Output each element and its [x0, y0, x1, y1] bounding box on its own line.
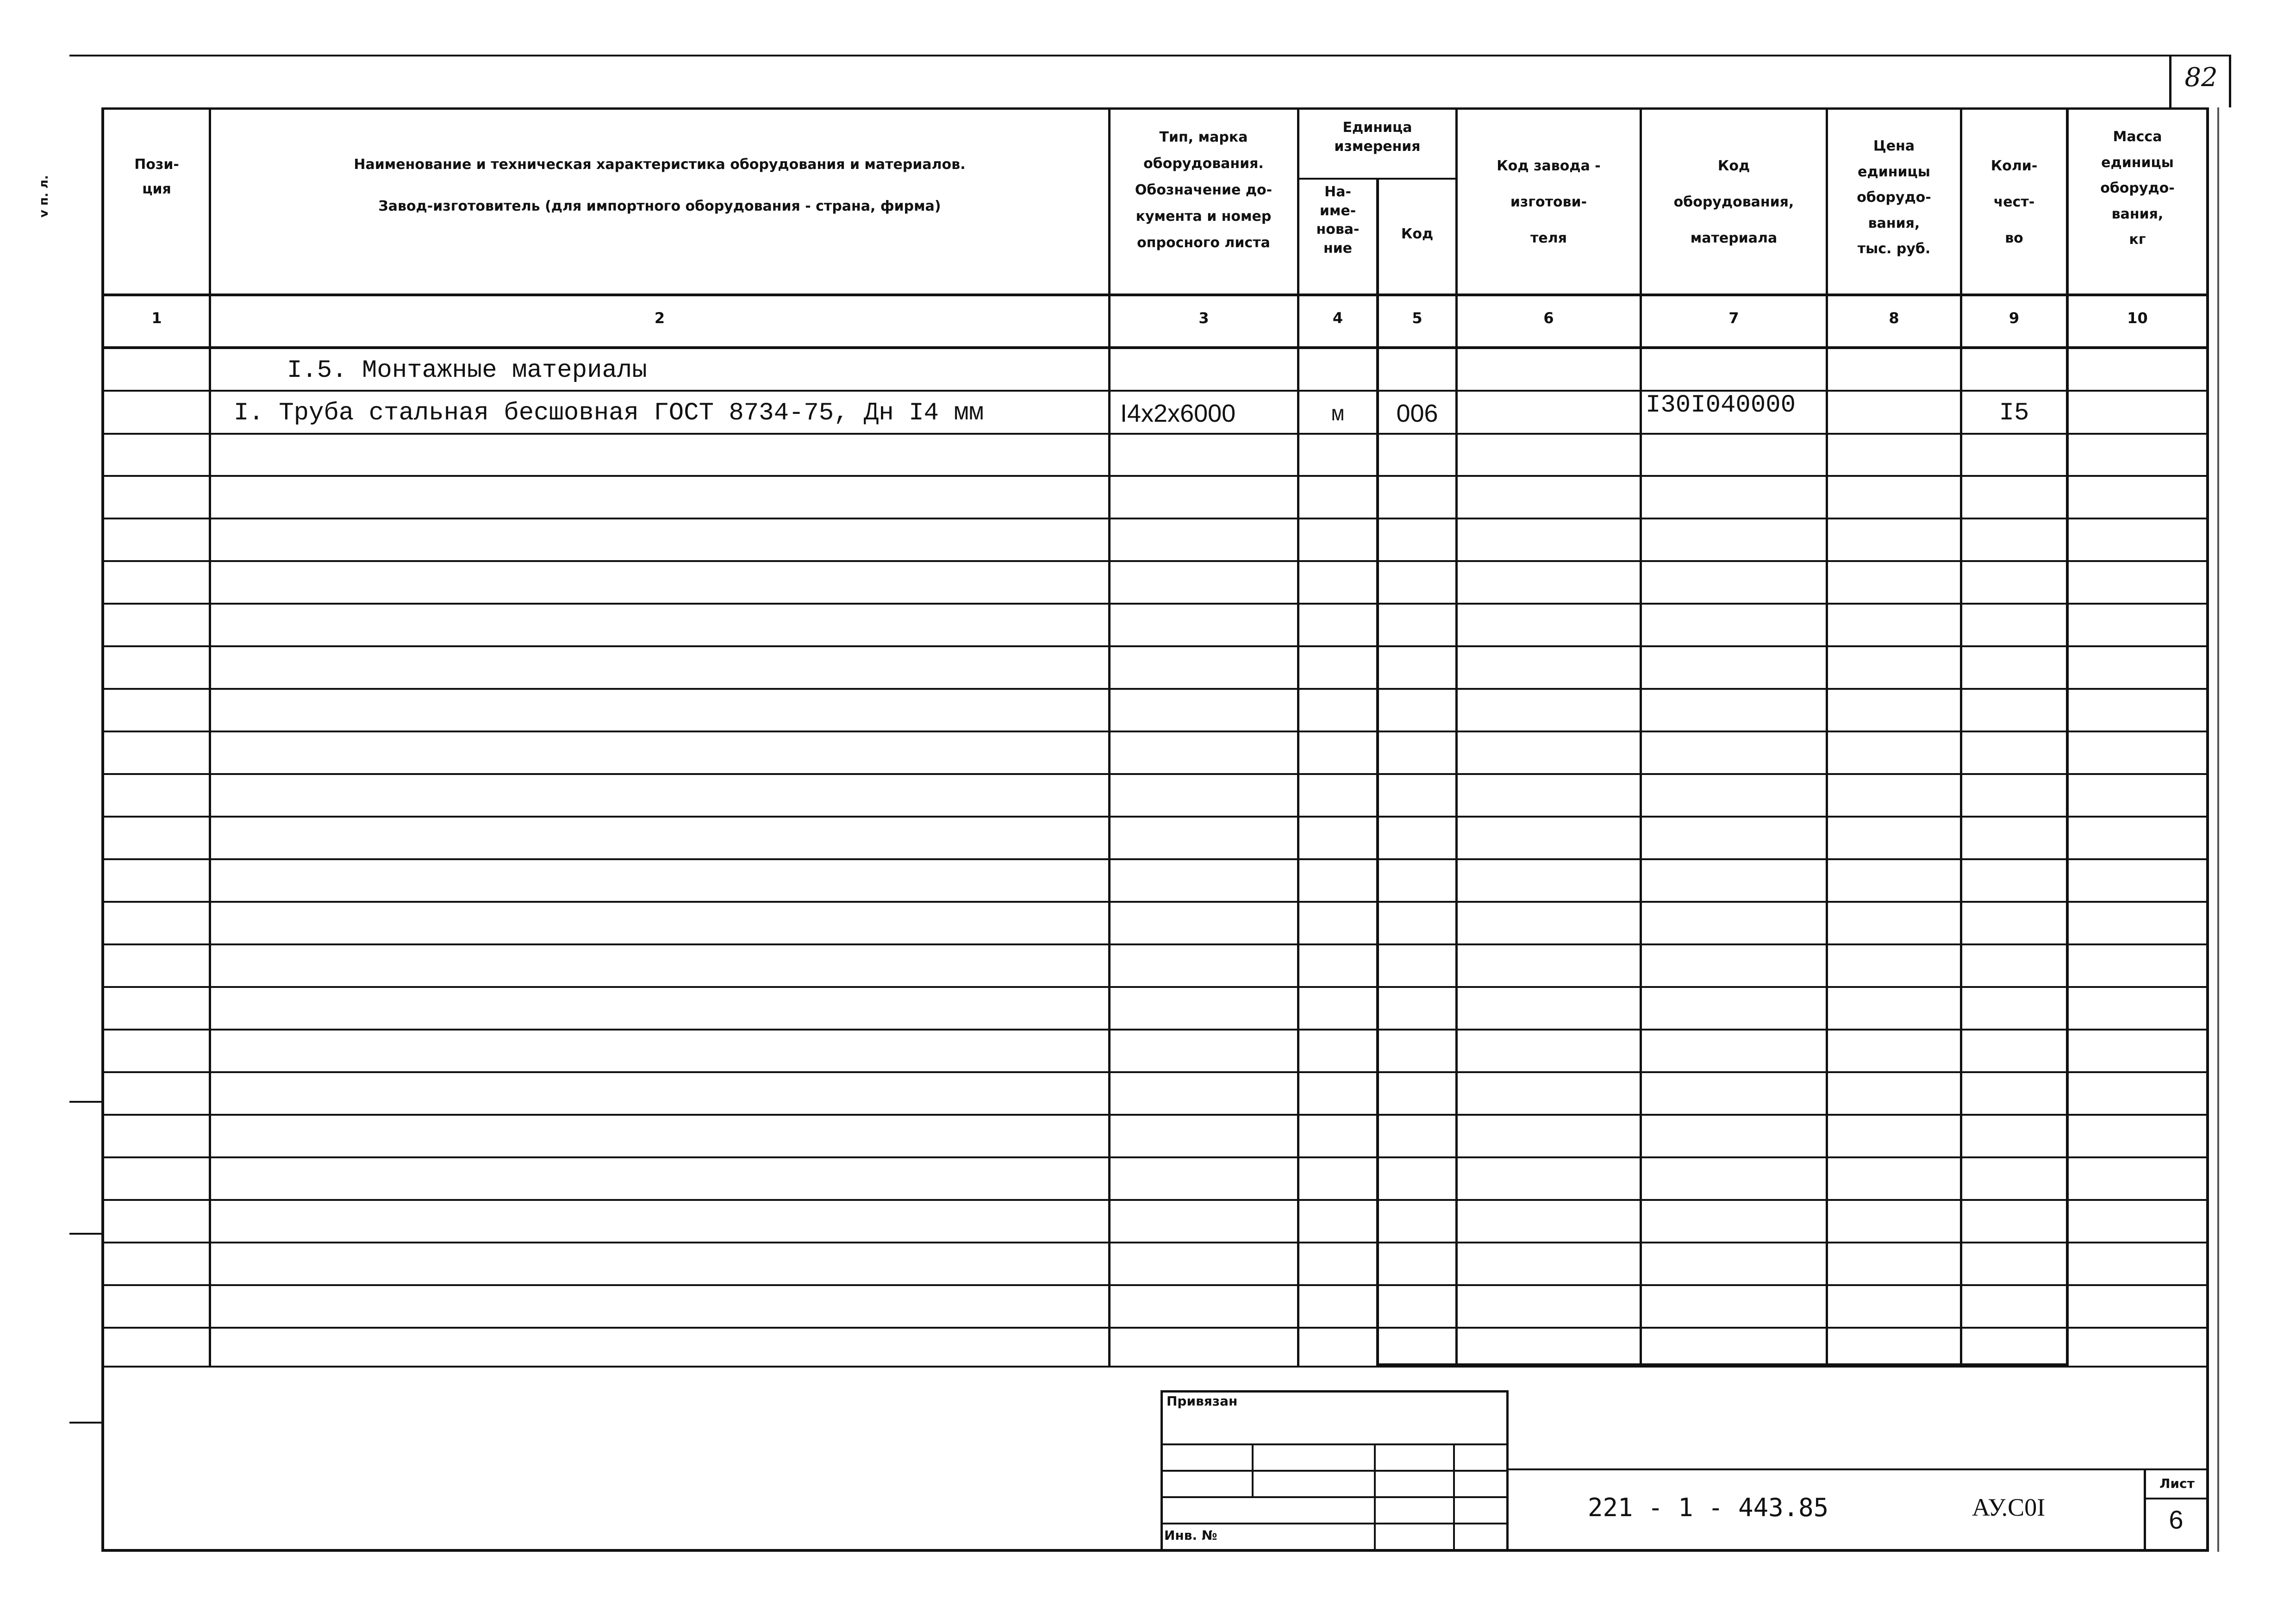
row-line	[101, 1327, 2209, 1329]
row-line	[101, 1071, 2209, 1073]
frame-top	[101, 107, 2209, 110]
row-quantity: I5	[1999, 399, 2029, 427]
row-line	[101, 433, 2209, 435]
row-line	[101, 816, 2209, 818]
doc-code: АУ.С0I	[1972, 1493, 2046, 1521]
sheet-number: 6	[2169, 1505, 2184, 1534]
row-line	[101, 390, 2209, 392]
col-number: 4	[1332, 309, 1343, 327]
row-line	[101, 1114, 2209, 1116]
col-number: 1	[151, 309, 162, 327]
col-line	[1376, 178, 1379, 1366]
header-name-line1: Наименование и техническая характеристика оборудования и материалов.	[354, 156, 966, 173]
numbers-row-bottom-line	[101, 346, 2209, 349]
frame-right	[2206, 107, 2209, 1552]
row-line	[101, 1156, 2209, 1158]
row-equipment-code: I30I040000	[1646, 391, 1796, 419]
header-unit-group: Единица измерения	[1334, 119, 1421, 155]
row-line	[101, 603, 2209, 605]
stamp-line	[1160, 1496, 1509, 1498]
col-number: 2	[654, 309, 665, 327]
row-unit: м	[1331, 403, 1344, 427]
row-line	[101, 475, 2209, 477]
stamp-line	[1160, 1470, 1509, 1472]
margin-tick	[69, 1101, 102, 1103]
header-quantity: Коли- чест- во	[1990, 158, 2038, 246]
col-number: 10	[2127, 309, 2148, 327]
corner-box-left	[2169, 56, 2171, 107]
header-type: Тип, марка оборудования. Обозначение до- кумента и номер опросного листа	[1135, 129, 1273, 251]
stamp-inner-col	[1252, 1443, 1254, 1496]
col-number: 7	[1728, 309, 1739, 327]
row-line	[101, 1284, 2209, 1286]
col-number: 8	[1889, 309, 1899, 327]
stamp-line	[1160, 1443, 1509, 1445]
row-line	[101, 943, 2209, 945]
row-line	[101, 1199, 2209, 1201]
row-line	[101, 1029, 2209, 1031]
stamp-inner-col	[1374, 1443, 1376, 1549]
margin-tick	[69, 1422, 102, 1424]
frame-bottom	[101, 1549, 2209, 1552]
header-equipment-code: Код оборудования, материала	[1673, 158, 1794, 246]
header-unit-code: Код	[1401, 226, 1434, 242]
header-name-line2: Завод-изготовитель (для импортного оборудования - страна, фирма)	[378, 198, 941, 214]
header-mass: Масса единицы оборудо- вания, кг	[2100, 129, 2175, 248]
row-line	[101, 1242, 2209, 1243]
stamp-top	[1160, 1390, 1509, 1393]
doc-number: 221 - 1 - 443.85	[1588, 1493, 1829, 1522]
col-number: 3	[1198, 309, 1209, 327]
sheet-corner-number: 82	[2184, 62, 2218, 93]
row-line	[101, 560, 2209, 562]
header-factory-code: Код завода - изготови- теля	[1497, 158, 1601, 246]
col-number: 9	[2009, 309, 2020, 327]
stamp-line	[1160, 1523, 1509, 1524]
header-position: Пози- ция	[134, 156, 179, 197]
row-type: I4x2x6000	[1120, 400, 1236, 427]
row-name: I. Труба стальная бесшовная ГОСТ 8734-75, Дн I4 мм	[234, 399, 984, 427]
stamp-inv-label: Инв. №	[1164, 1528, 1217, 1543]
col-number: 6	[1543, 309, 1554, 327]
row-line	[101, 858, 2209, 860]
frame-left	[101, 107, 104, 1552]
row-line	[101, 773, 2209, 775]
doc-area-top	[1506, 1468, 2209, 1470]
header-unit-name: На- име- нова- ние	[1316, 184, 1360, 256]
col-number: 5	[1412, 309, 1423, 327]
frame-right-outer	[2217, 107, 2219, 1552]
section-title: I.5. Монтажные материалы	[287, 356, 647, 385]
row-line	[101, 645, 2209, 647]
row-line	[101, 688, 2209, 690]
stamp-inner-col	[1453, 1443, 1455, 1549]
row-line	[101, 518, 2209, 519]
corner-box-right	[2229, 56, 2231, 107]
table-bottom-line	[101, 1366, 2209, 1368]
sheet-box-divider	[2144, 1498, 2209, 1499]
stamp-bound-label: Привязан	[1167, 1393, 1238, 1409]
row-line	[101, 731, 2209, 732]
top-border-line	[69, 55, 2231, 56]
row-line	[101, 986, 2209, 988]
header-bottom-line	[101, 294, 2209, 296]
unit-group-divider	[1297, 178, 1455, 180]
row-unit-code: 006	[1396, 400, 1438, 427]
row-line	[101, 901, 2209, 903]
header-price: Цена единицы оборудо- вания, тыс. руб.	[1857, 138, 1931, 257]
side-mark: v п. л.	[37, 175, 51, 218]
margin-tick	[69, 1233, 102, 1235]
sheet-label: Лист	[2159, 1476, 2195, 1491]
